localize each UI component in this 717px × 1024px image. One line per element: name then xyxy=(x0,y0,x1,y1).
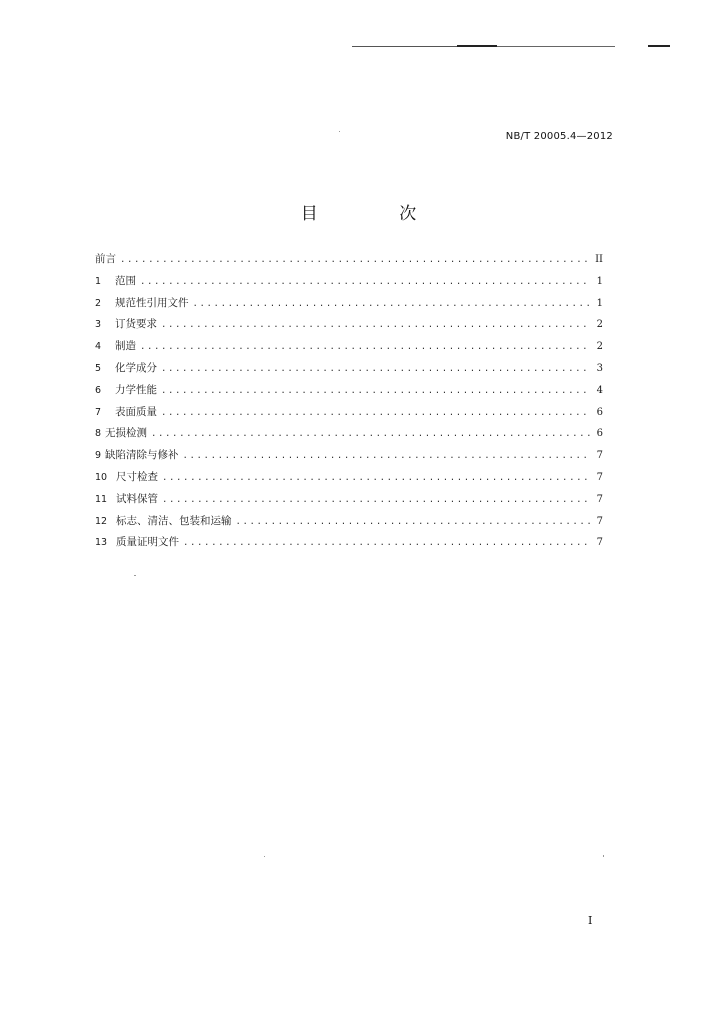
toc-entry-page: 7 xyxy=(596,537,603,549)
toc-dot-leader xyxy=(161,386,591,396)
toc-entry-page: 7 xyxy=(596,450,603,462)
toc-entry-page: 7 xyxy=(596,471,603,483)
toc-entry-label: 范围 xyxy=(115,274,136,287)
toc-entry[interactable] xyxy=(95,295,603,317)
toc-entry-label: 力学性能 xyxy=(115,383,157,396)
toc-entry-number: 5 xyxy=(95,362,102,374)
toc-entry-label: 制造 xyxy=(115,340,136,353)
toc-entry-label: 试料保管 xyxy=(116,492,158,505)
toc-entry-label: 尺寸检查 xyxy=(116,470,158,483)
toc-entry-number: 10 xyxy=(95,471,108,483)
toc-entry-label: 订货要求 xyxy=(115,318,157,331)
toc-dot-leader xyxy=(183,451,592,461)
toc-entry-page: 7 xyxy=(596,493,603,505)
scan-speck xyxy=(339,131,340,132)
toc-entry[interactable] xyxy=(95,491,603,513)
header-rule xyxy=(648,45,670,47)
toc-dot-leader xyxy=(193,299,592,309)
toc-entry[interactable] xyxy=(95,404,603,426)
toc-entry-page: 1 xyxy=(596,275,603,287)
toc-entry[interactable] xyxy=(95,316,603,338)
toc-entry-page: 6 xyxy=(596,406,603,418)
page-title: 目 次 xyxy=(300,204,455,224)
toc-entry-number: 9 xyxy=(95,450,102,462)
scan-speck xyxy=(264,856,265,857)
table-of-contents xyxy=(95,251,603,556)
toc-entry-number: 1 xyxy=(95,275,102,287)
toc-entry-number: 6 xyxy=(95,384,102,396)
toc-entry-label: 缺陷清除与修补 xyxy=(105,449,179,462)
toc-entry-label: 标志、清洁、包装和运输 xyxy=(116,514,232,527)
toc-entry-number: 7 xyxy=(95,406,102,418)
toc-entry-page: 1 xyxy=(596,297,603,309)
toc-entry-label: 前言 xyxy=(95,253,116,265)
header-rule xyxy=(352,46,457,47)
toc-entry-page: II xyxy=(595,254,603,265)
toc-dot-leader xyxy=(236,517,592,527)
scan-speck xyxy=(134,575,136,576)
toc-entry[interactable] xyxy=(95,338,603,360)
toc-dot-leader xyxy=(161,320,591,330)
toc-entry-page: 6 xyxy=(596,428,603,440)
toc-dot-leader xyxy=(162,473,591,483)
toc-entry-page: 3 xyxy=(596,362,603,374)
standard-number: NB/T 20005.4—2012 xyxy=(505,131,613,142)
toc-entry[interactable] xyxy=(95,513,603,535)
scan-speck xyxy=(603,855,604,857)
header-rule xyxy=(497,46,615,47)
toc-dot-leader xyxy=(161,364,591,374)
toc-dot-leader xyxy=(151,429,591,439)
toc-entry[interactable] xyxy=(95,425,603,447)
toc-entry-label: 表面质量 xyxy=(115,405,157,418)
header-rule xyxy=(457,45,497,47)
toc-dot-leader xyxy=(162,495,591,505)
toc-dot-leader xyxy=(140,342,591,352)
toc-entry[interactable] xyxy=(95,469,603,491)
toc-entry[interactable] xyxy=(95,447,603,469)
toc-entry-label: 规范性引用文件 xyxy=(115,296,189,309)
toc-entry-number: 13 xyxy=(95,537,108,549)
toc-entry-label: 化学成分 xyxy=(115,361,157,374)
toc-entry-number: 12 xyxy=(95,515,108,527)
toc-entry[interactable] xyxy=(95,273,603,295)
toc-dot-leader xyxy=(140,277,591,287)
toc-entry-label: 质量证明文件 xyxy=(116,536,179,549)
page-number: I xyxy=(588,914,593,927)
toc-entry-number: 2 xyxy=(95,297,102,309)
toc-entry[interactable] xyxy=(95,382,603,404)
toc-dot-leader xyxy=(183,538,591,548)
toc-entry-label: 无损检测 xyxy=(105,427,147,440)
toc-dot-leader xyxy=(161,408,591,418)
toc-entry[interactable] xyxy=(95,360,603,382)
toc-dot-leader xyxy=(120,255,591,265)
toc-entry-number: 8 xyxy=(95,428,102,440)
toc-entry-page: 4 xyxy=(596,384,603,396)
toc-entry-page: 2 xyxy=(596,319,603,331)
toc-entry-number: 3 xyxy=(95,319,102,331)
toc-entry[interactable] xyxy=(95,251,603,273)
toc-entry-number: 4 xyxy=(95,341,102,353)
toc-entry[interactable] xyxy=(95,534,603,556)
toc-entry-number: 11 xyxy=(95,493,108,505)
toc-entry-page: 7 xyxy=(596,515,603,527)
toc-entry-page: 2 xyxy=(596,341,603,353)
